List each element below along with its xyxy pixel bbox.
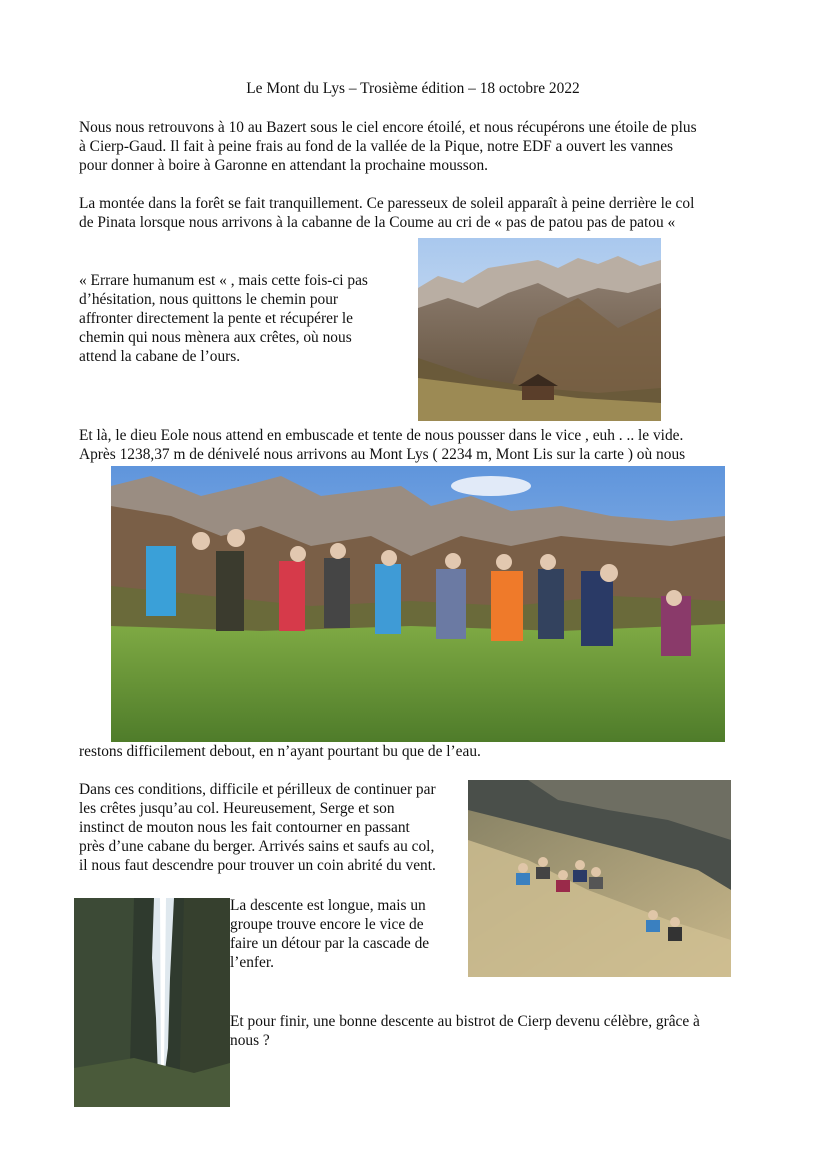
cabin-mountain-photo — [418, 238, 661, 421]
para6-line2: les crêtes jusqu’au col. Heureusement, Serge et son — [79, 800, 395, 817]
para2-line1: La montée dans la forêt se fait tranquillement. Ce paresseux de soleil apparaît à peine derrière le col — [79, 195, 695, 212]
para3-line5: attend la cabane de l’ours. — [79, 348, 241, 365]
para3-line1: « Errare humanum est « , mais cette fois-ci pas — [79, 272, 368, 289]
para7-line4: l’enfer. — [230, 954, 275, 971]
para1-line1: Nous nous retrouvons à 10 au Bazert sous le ciel encore étoilé, et nous récupérons une étoile de plus — [79, 119, 697, 136]
resting-slope-photo — [468, 780, 731, 977]
para4-line1: Et là, le dieu Eole nous attend en embuscade et tente de nous pousser dans le vice , euh . .. le vide. — [79, 427, 684, 444]
para6-line4: près d’une cabane du berger. Arrivés sains et saufs au col, — [79, 838, 435, 855]
para2-line2: de Pinata lorsque nous arrivons à la cabanne de la Coume au cri de « pas de patou pas de patou « — [79, 214, 676, 231]
para6-line3: instinct de mouton nous les fait contourner en passant — [79, 819, 410, 836]
group-summit-photo — [111, 466, 725, 742]
para3-line2: d’hésitation, nous quittons le chemin pour — [79, 291, 339, 308]
page-title: Le Mont du Lys – Trosième édition – 18 octobre 2022 — [246, 80, 580, 97]
para8-line1: Et pour finir, une bonne descente au bistrot de Cierp devenu célèbre, grâce à — [230, 1013, 700, 1030]
para1-line3: pour donner à boire à Garonne en attendant la prochaine mousson. — [79, 157, 488, 174]
para7-line2: groupe trouve encore le vice de — [230, 916, 424, 933]
para3-line4: chemin qui nous mènera aux crêtes, où nous — [79, 329, 352, 346]
para8-line2: nous ? — [230, 1032, 270, 1049]
para1-line2: à Cierp-Gaud. Il fait à peine frais au fond de la vallée de la Pique, notre EDF a ouvert les vannes — [79, 138, 674, 155]
para7-line1: La descente est longue, mais un — [230, 897, 426, 914]
para5-line: restons difficilement debout, en n’ayant pourtant bu que de l’eau. — [79, 743, 481, 760]
waterfall-photo — [74, 898, 230, 1107]
para7-line3: faire un détour par la cascade de — [230, 935, 430, 952]
para4-line2: Après 1238,37 m de dénivelé nous arrivons au Mont Lys ( 2234 m, Mont Lis sur la carte ) où nous — [79, 446, 686, 463]
para6-line5: il nous faut descendre pour trouver un coin abrité du vent. — [79, 857, 436, 874]
para3-line3: affronter directement la pente et récupérer le — [79, 310, 354, 327]
para6-line1: Dans ces conditions, difficile et périlleux de continuer par — [79, 781, 436, 798]
